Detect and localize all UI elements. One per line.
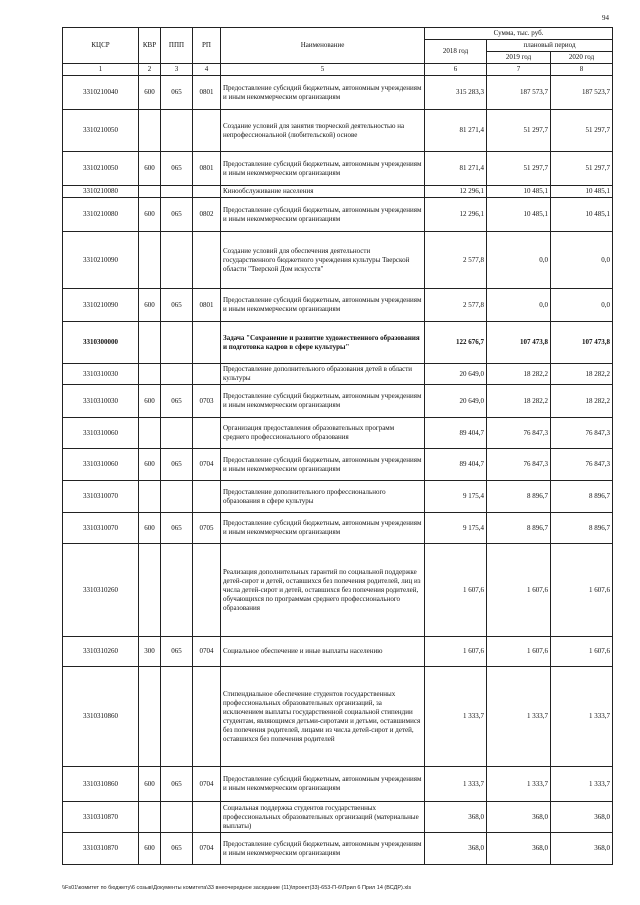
cell-rp: 0801 [193, 152, 221, 186]
cell-amount-2020: 0,0 [551, 232, 613, 289]
cell-name: Предоставление субсидий бюджетным, автономным учреждениям и иным некоммерческим организациям [221, 76, 425, 110]
cell-amount-2020: 368,0 [551, 833, 613, 865]
cell-amount-2019: 51 297,7 [487, 110, 551, 152]
cell-amount-2019: 8 896,7 [487, 513, 551, 544]
cell-amount-2018: 20 649,0 [425, 364, 487, 385]
cell-amount-2018: 368,0 [425, 833, 487, 865]
cell-amount-2020: 51 297,7 [551, 152, 613, 186]
cell-amount-2019: 368,0 [487, 833, 551, 865]
cell-ppp: 065 [161, 289, 193, 322]
cell-kvr [139, 322, 161, 364]
cell-rp: 0704 [193, 449, 221, 481]
cell-name: Предоставление субсидий бюджетным, автономным учреждениям и иным некоммерческим организациям [221, 289, 425, 322]
table-row [63, 289, 613, 322]
cell-amount-2020: 1 333,7 [551, 767, 613, 802]
cell-amount-2020: 107 473,8 [551, 322, 613, 364]
cell-amount-2020: 187 523,7 [551, 76, 613, 110]
cell-amount-2019: 1 607,6 [487, 637, 551, 667]
cell-rp: 0704 [193, 833, 221, 865]
cell-name: Социальное обеспечение и иные выплаты населению [221, 637, 425, 667]
cell-name: Социальная поддержка студентов государственных профессиональных образовательных организаций (материальные выплаты) [221, 802, 425, 833]
header-kcsr: КЦСР [63, 28, 139, 64]
cell-name: Реализация дополнительных гарантий по социальной поддержке детей-сирот и детей, оставшихся без попечения родителей, лиц из числа детей-сирот и детей, оставшихся без попечения родителей, обучающихся по программам среднего профессионального образования [221, 544, 425, 637]
cell-kcsr: 3310310070 [63, 481, 139, 513]
cell-amount-2019: 1 607,6 [487, 544, 551, 637]
table-row [63, 449, 613, 481]
cell-amount-2020: 1 607,6 [551, 637, 613, 667]
cell-kvr [139, 544, 161, 637]
table-row [63, 418, 613, 449]
cell-ppp [161, 418, 193, 449]
cell-name: Стипендиальное обеспечение студентов государственных профессиональных образовательных организаций, за исключением выплаты государственной социальной стипендии студентам, являющимся детьми-сиротами и детьми, оставшимися без попечения родителей, лицами из числа детей-сирот и детей, оставшихся без попечения родителей [221, 667, 425, 767]
cell-rp [193, 667, 221, 767]
cell-amount-2020: 8 896,7 [551, 481, 613, 513]
cell-rp: 0703 [193, 385, 221, 418]
cell-amount-2020: 8 896,7 [551, 513, 613, 544]
cell-name: Предоставление субсидий бюджетным, автономным учреждениям и иным некоммерческим организациям [221, 385, 425, 418]
cell-amount-2019: 76 847,3 [487, 449, 551, 481]
cell-amount-2019: 0,0 [487, 232, 551, 289]
cell-rp: 0704 [193, 767, 221, 802]
table-row [63, 232, 613, 289]
cell-amount-2018: 81 271,4 [425, 152, 487, 186]
cell-amount-2019: 76 847,3 [487, 418, 551, 449]
cell-amount-2019: 368,0 [487, 802, 551, 833]
cell-kvr: 600 [139, 449, 161, 481]
cell-amount-2019: 1 333,7 [487, 667, 551, 767]
cell-ppp: 065 [161, 767, 193, 802]
cell-amount-2020: 10 485,1 [551, 198, 613, 232]
cell-kcsr: 3310210090 [63, 289, 139, 322]
header-year-2018: 2018 год [425, 40, 487, 64]
cell-rp: 0801 [193, 289, 221, 322]
cell-amount-2018: 1 607,6 [425, 637, 487, 667]
column-number: 2 [139, 64, 161, 76]
column-number: 5 [221, 64, 425, 76]
cell-ppp [161, 110, 193, 152]
cell-amount-2020: 0,0 [551, 289, 613, 322]
cell-amount-2019: 10 485,1 [487, 186, 551, 198]
cell-rp [193, 802, 221, 833]
cell-kvr: 600 [139, 833, 161, 865]
cell-ppp [161, 186, 193, 198]
cell-name: Создание условий для обеспечения деятельности государственного бюджетного учреждения культуры Тверской области "Тверской Дом искусств" [221, 232, 425, 289]
cell-kvr [139, 418, 161, 449]
cell-kcsr: 3310310030 [63, 385, 139, 418]
cell-kcsr: 3310310870 [63, 833, 139, 865]
page-number: 94 [602, 14, 609, 22]
cell-kcsr: 3310210050 [63, 152, 139, 186]
cell-amount-2019: 187 573,7 [487, 76, 551, 110]
cell-kcsr: 3310310860 [63, 767, 139, 802]
cell-amount-2018: 2 577,8 [425, 232, 487, 289]
cell-rp [193, 186, 221, 198]
cell-ppp [161, 667, 193, 767]
cell-ppp [161, 322, 193, 364]
cell-kvr [139, 802, 161, 833]
cell-rp [193, 418, 221, 449]
header-year-2020: 2020 год [551, 52, 613, 64]
cell-amount-2018: 89 404,7 [425, 449, 487, 481]
cell-kvr [139, 232, 161, 289]
cell-kcsr: 3310210080 [63, 198, 139, 232]
cell-kvr: 600 [139, 76, 161, 110]
cell-amount-2019: 8 896,7 [487, 481, 551, 513]
cell-amount-2019: 107 473,8 [487, 322, 551, 364]
cell-amount-2020: 1 333,7 [551, 667, 613, 767]
cell-ppp: 065 [161, 198, 193, 232]
cell-name: Организация предоставления образовательных программ среднего профессионального образования [221, 418, 425, 449]
cell-rp [193, 481, 221, 513]
header-rp: РП [193, 28, 221, 64]
cell-rp [193, 364, 221, 385]
cell-kcsr: 3310210050 [63, 110, 139, 152]
table-row [63, 481, 613, 513]
cell-rp: 0705 [193, 513, 221, 544]
column-number: 8 [551, 64, 613, 76]
header-kvr: КВР [139, 28, 161, 64]
cell-name: Предоставление субсидий бюджетным, автономным учреждениям и иным некоммерческим организациям [221, 833, 425, 865]
cell-amount-2020: 1 607,6 [551, 544, 613, 637]
cell-kcsr: 3310300000 [63, 322, 139, 364]
cell-kvr: 600 [139, 385, 161, 418]
cell-name: Задача "Сохранение и развитие художественного образования и подготовка кадров в сфере культуры" [221, 322, 425, 364]
cell-name: Кинообслуживание населения [221, 186, 425, 198]
cell-amount-2020: 368,0 [551, 802, 613, 833]
table-row [63, 186, 613, 198]
table-row [63, 667, 613, 767]
table-row [63, 198, 613, 232]
cell-amount-2020: 18 282,2 [551, 364, 613, 385]
cell-amount-2018: 122 676,7 [425, 322, 487, 364]
cell-ppp: 065 [161, 513, 193, 544]
cell-ppp: 065 [161, 76, 193, 110]
table-row [63, 833, 613, 865]
cell-rp [193, 322, 221, 364]
cell-kcsr: 3310310030 [63, 364, 139, 385]
cell-amount-2019: 0,0 [487, 289, 551, 322]
cell-kcsr: 3310310070 [63, 513, 139, 544]
table-row [63, 152, 613, 186]
cell-name: Предоставление субсидий бюджетным, автономным учреждениям и иным некоммерческим организациям [221, 152, 425, 186]
cell-name: Предоставление субсидий бюджетным, автономным учреждениям и иным некоммерческим организациям [221, 198, 425, 232]
cell-amount-2018: 368,0 [425, 802, 487, 833]
cell-kcsr: 3310210040 [63, 76, 139, 110]
cell-kvr [139, 186, 161, 198]
header-ppp: ППП [161, 28, 193, 64]
cell-amount-2019: 1 333,7 [487, 767, 551, 802]
cell-kcsr: 3310210090 [63, 232, 139, 289]
column-number: 6 [425, 64, 487, 76]
cell-kcsr: 3310310260 [63, 544, 139, 637]
cell-kvr [139, 481, 161, 513]
cell-name: Предоставление субсидий бюджетным, автономным учреждениям и иным некоммерческим организациям [221, 513, 425, 544]
table-row [63, 544, 613, 637]
cell-amount-2018: 315 283,3 [425, 76, 487, 110]
column-number: 4 [193, 64, 221, 76]
cell-kcsr: 3310310060 [63, 449, 139, 481]
table-row [63, 513, 613, 544]
cell-kvr: 600 [139, 767, 161, 802]
cell-ppp: 065 [161, 637, 193, 667]
header-year-2019: 2019 год [487, 52, 551, 64]
footer-file-path: \\Fs01\комитет по бюджету\6 созыв\Документы комитета\33 внеочередное заседание (11)\проект(33)-653-П-6\Прил 6 Прил 14 (ВСДР).xls [62, 885, 412, 891]
header-sum-title: Сумма, тыс. руб. [425, 28, 613, 40]
cell-kcsr: 3310210080 [63, 186, 139, 198]
cell-kvr [139, 364, 161, 385]
cell-amount-2019: 10 485,1 [487, 198, 551, 232]
cell-amount-2019: 18 282,2 [487, 385, 551, 418]
cell-amount-2018: 81 271,4 [425, 110, 487, 152]
column-number: 7 [487, 64, 551, 76]
cell-name: Предоставление субсидий бюджетным, автономным учреждениям и иным некоммерческим организациям [221, 767, 425, 802]
column-numbers-row [63, 64, 613, 76]
cell-rp [193, 232, 221, 289]
table-row [63, 802, 613, 833]
cell-rp: 0704 [193, 637, 221, 667]
cell-ppp: 065 [161, 152, 193, 186]
cell-amount-2020: 18 282,2 [551, 385, 613, 418]
table-row [63, 385, 613, 418]
cell-amount-2019: 18 282,2 [487, 364, 551, 385]
cell-amount-2018: 12 296,1 [425, 186, 487, 198]
cell-amount-2018: 1 333,7 [425, 767, 487, 802]
budget-table [62, 27, 613, 865]
cell-rp: 0801 [193, 76, 221, 110]
cell-amount-2018: 20 649,0 [425, 385, 487, 418]
cell-amount-2018: 9 175,4 [425, 481, 487, 513]
cell-rp [193, 110, 221, 152]
cell-amount-2018: 89 404,7 [425, 418, 487, 449]
cell-amount-2018: 9 175,4 [425, 513, 487, 544]
table-row [63, 637, 613, 667]
cell-kcsr: 3310310260 [63, 637, 139, 667]
cell-name: Предоставление субсидий бюджетным, автономным учреждениям и иным некоммерческим организациям [221, 449, 425, 481]
cell-kvr: 600 [139, 289, 161, 322]
cell-amount-2018: 1 333,7 [425, 667, 487, 767]
cell-name: Предоставление дополнительного образования детей в области культуры [221, 364, 425, 385]
cell-kcsr: 3310310860 [63, 667, 139, 767]
cell-ppp: 065 [161, 833, 193, 865]
cell-amount-2020: 76 847,3 [551, 449, 613, 481]
cell-kvr: 300 [139, 637, 161, 667]
cell-rp [193, 544, 221, 637]
cell-kcsr: 3310310060 [63, 418, 139, 449]
cell-kvr: 600 [139, 152, 161, 186]
cell-name: Создание условий для занятия творческой деятельностью на непрофессиональной (любительской) основе [221, 110, 425, 152]
cell-ppp: 065 [161, 385, 193, 418]
table-row [63, 767, 613, 802]
cell-amount-2020: 10 485,1 [551, 186, 613, 198]
cell-kvr: 600 [139, 198, 161, 232]
cell-amount-2020: 76 847,3 [551, 418, 613, 449]
cell-amount-2018: 1 607,6 [425, 544, 487, 637]
header-planned-period: плановый период [487, 40, 613, 52]
cell-kcsr: 3310310870 [63, 802, 139, 833]
table-row [63, 364, 613, 385]
column-number: 3 [161, 64, 193, 76]
column-number: 1 [63, 64, 139, 76]
cell-ppp [161, 802, 193, 833]
table-row [63, 110, 613, 152]
cell-name: Предоставление дополнительного профессионального образования в сфере культуры [221, 481, 425, 513]
cell-amount-2020: 51 297,7 [551, 110, 613, 152]
cell-ppp [161, 364, 193, 385]
cell-ppp: 065 [161, 449, 193, 481]
cell-kvr [139, 667, 161, 767]
cell-kvr: 600 [139, 513, 161, 544]
cell-rp: 0802 [193, 198, 221, 232]
cell-amount-2018: 2 577,8 [425, 289, 487, 322]
cell-kvr [139, 110, 161, 152]
cell-ppp [161, 481, 193, 513]
cell-amount-2019: 51 297,7 [487, 152, 551, 186]
table-row [63, 322, 613, 364]
cell-ppp [161, 232, 193, 289]
header-name: Наименование [221, 28, 425, 64]
cell-ppp [161, 544, 193, 637]
cell-amount-2018: 12 296,1 [425, 198, 487, 232]
table-row [63, 76, 613, 110]
